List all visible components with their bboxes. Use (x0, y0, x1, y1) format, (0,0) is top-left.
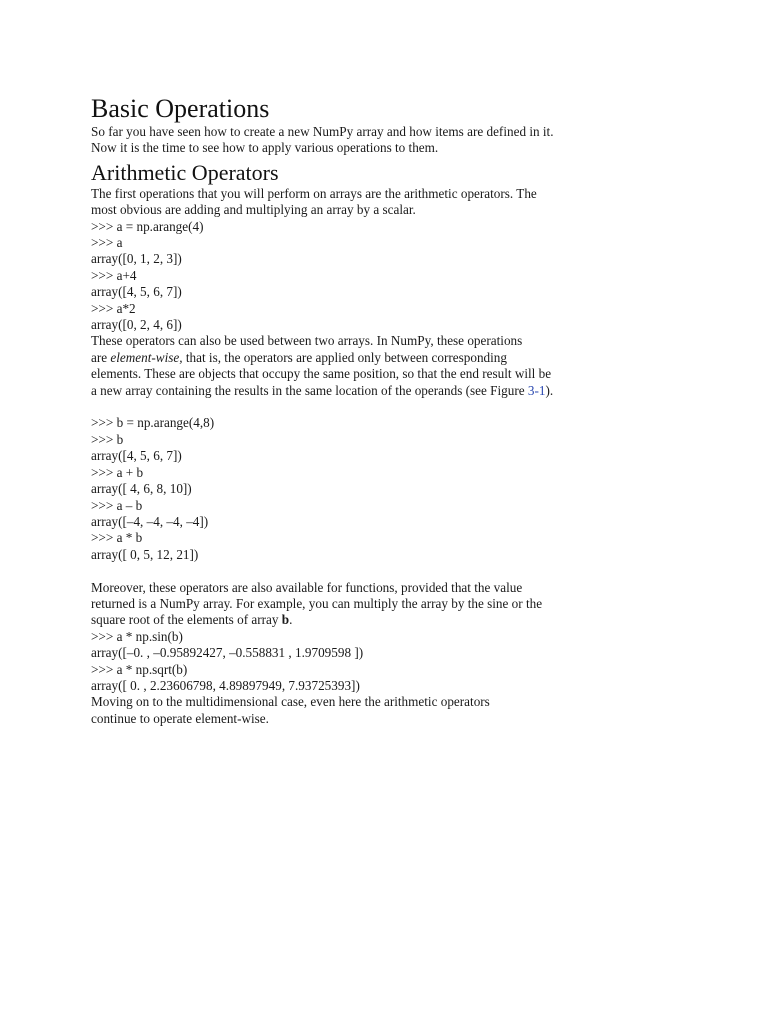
paragraph-line (91, 612, 691, 628)
document-page (91, 94, 691, 727)
code-line: array([–0. , –0.95892427, –0.558831 , 1.9709598 ]) (91, 645, 364, 661)
spacer (91, 399, 691, 415)
text-run: that is, the operators are applied only between corresponding (182, 349, 507, 365)
intro-paragraph (91, 124, 691, 157)
code-block-scalar (91, 219, 691, 334)
code-line: >>> a*2 (91, 300, 136, 316)
code-line: >>> a+4 (91, 267, 137, 283)
code-line: >>> b = np.arange(4,8) (91, 415, 215, 431)
code-line: >>> a * b (91, 530, 143, 546)
code-line: >>> a * np.sqrt(b) (91, 661, 188, 677)
code-line: array([ 0, 5, 12, 21]) (91, 546, 199, 562)
intro-line: Now it is the time to see how to apply various operations to them. (91, 140, 439, 156)
code-line: array([0, 2, 4, 6]) (91, 317, 182, 333)
paragraph-line: These operators can also be used between two arrays. In NumPy, these operations (91, 333, 523, 349)
paragraph-line: continue to operate element-wise. (91, 710, 269, 726)
text-run: square root of the elements of array (91, 612, 282, 628)
page-title: Basic Operations (91, 94, 270, 123)
text-run: are (91, 349, 111, 365)
code-line: >>> a (91, 235, 123, 251)
paragraph-line: The first operations that you will perform on arrays are the arithmetic operators. The (91, 185, 537, 201)
code-line: array([4, 5, 6, 7]) (91, 284, 182, 300)
code-line: >>> a * np.sin(b) (91, 628, 183, 644)
paragraph-arithmetic-intro (91, 186, 691, 219)
section-heading: Arithmetic Operators (91, 159, 279, 185)
code-line: >>> a – b (91, 497, 143, 513)
paragraph-multidimensional (91, 694, 691, 727)
code-line: array([ 4, 6, 8, 10]) (91, 481, 192, 497)
paragraph-line: Moving on to the multidimensional case, even here the arithmetic operators (91, 694, 490, 710)
code-block-functions (91, 629, 691, 695)
intro-line: So far you have seen how to create a new NumPy array and how items are defined in it. (91, 124, 554, 139)
paragraph-line: elements. These are objects that occupy the same position, so that the end result will be (91, 366, 552, 382)
paragraph-element-wise (91, 333, 691, 399)
figure-link[interactable]: 3-1 (527, 382, 546, 398)
paragraph-line (91, 383, 691, 399)
emphasis-element-wise: element-wise, (110, 349, 183, 365)
text-run: ). (545, 382, 554, 398)
spacer (91, 563, 691, 579)
paragraph-line: returned is a NumPy array. For example, you can multiply the array by the sine or the (91, 595, 543, 611)
paragraph-line: Moreover, these operators are also available for functions, provided that the value (91, 579, 523, 595)
code-line: >>> a + b (91, 464, 144, 480)
code-line: array([4, 5, 6, 7]) (91, 448, 182, 464)
code-line: array([0, 1, 2, 3]) (91, 251, 182, 267)
code-block-two-arrays (91, 415, 691, 563)
paragraph-functions (91, 580, 691, 629)
bold-array-name: b (281, 612, 290, 628)
code-line: >>> a = np.arange(4) (91, 218, 204, 234)
paragraph-line: most obvious are adding and multiplying an array by a scalar. (91, 202, 416, 218)
code-line: >>> b (91, 431, 124, 447)
code-line: array([–4, –4, –4, –4]) (91, 513, 209, 529)
paragraph-line (91, 350, 691, 366)
text-run: a new array containing the results in the same location of the operands (see Figure (91, 382, 528, 398)
code-line: array([ 0. , 2.23606798, 4.89897949, 7.93725393]) (91, 677, 360, 693)
text-run: . (289, 612, 293, 628)
